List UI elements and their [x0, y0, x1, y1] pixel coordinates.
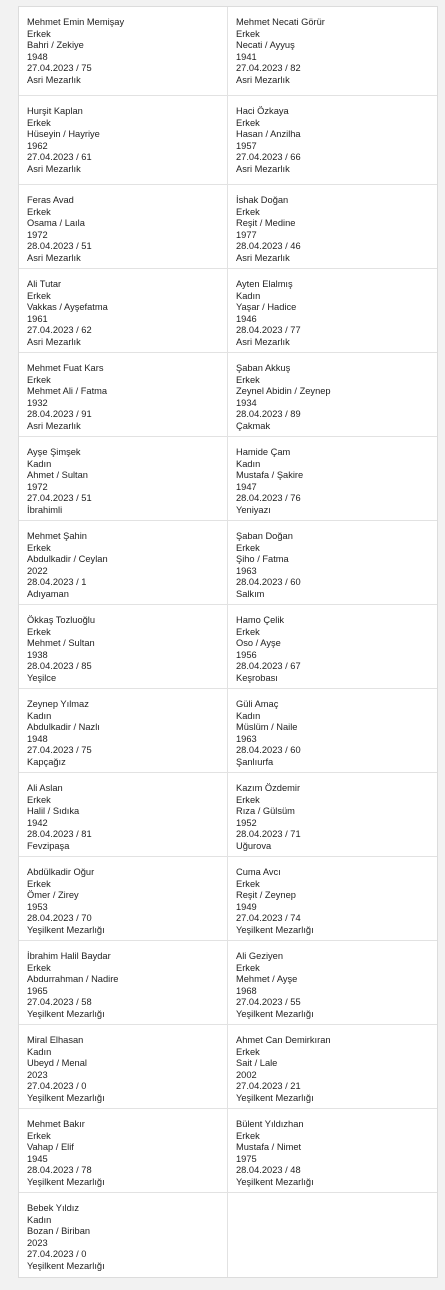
date-age: 28.04.2023 / 60	[236, 745, 301, 755]
burial-place: Yeşilkent Mezarlığı	[27, 1260, 105, 1271]
gender: Erkek	[27, 290, 51, 301]
birth-year: 1953	[27, 901, 48, 912]
burial-place: Salkım	[236, 588, 265, 599]
gender: Erkek	[236, 28, 260, 39]
date-age: 27.04.2023 / 66	[236, 152, 301, 162]
date-age: 28.04.2023 / 60	[236, 577, 301, 587]
gender: Erkek	[27, 962, 51, 973]
gender: Erkek	[27, 878, 51, 889]
date-age: 27.04.2023 / 55	[236, 997, 301, 1007]
parents: Oso / Ayşe	[236, 638, 281, 648]
record-card	[19, 437, 228, 520]
parents: Abdulkadir / Nazlı	[27, 722, 100, 732]
parents: Mehmet / Sultan	[27, 638, 95, 648]
table-row	[19, 605, 437, 689]
gender: Erkek	[27, 1130, 51, 1141]
record-card	[228, 269, 437, 352]
burial-place: Yeşilkent Mezarlığı	[27, 1008, 105, 1019]
record-card	[19, 96, 228, 184]
birth-year: 1965	[27, 985, 48, 996]
person-name: Güli Amaç	[236, 699, 279, 709]
gender: Kadın	[236, 290, 261, 301]
gender: Erkek	[236, 542, 260, 553]
person-name: Ali Aslan	[27, 783, 63, 793]
burial-place: Yeşilkent Mezarlığı	[236, 1008, 314, 1019]
birth-year: 1963	[236, 565, 257, 576]
burial-place: Asri Mezarlık	[27, 163, 81, 174]
parents: Reşit / Medine	[236, 218, 296, 228]
burial-place: Yeşilkent Mezarlığı	[236, 1092, 314, 1103]
birth-year: 1972	[27, 481, 48, 492]
person-name: Mehmet Emin Memişay	[27, 17, 125, 27]
burial-place: Asri Mezarlık	[236, 252, 290, 263]
person-name: Ahmet Can Demirkıran	[236, 1035, 331, 1045]
table-row	[19, 96, 437, 185]
person-name: Ali Geziyen	[236, 951, 284, 961]
gender: Erkek	[236, 1130, 260, 1141]
date-age: 27.04.2023 / 21	[236, 1081, 301, 1091]
parents: Bahri / Zekiye	[27, 40, 84, 50]
date-age: 28.04.2023 / 76	[236, 493, 301, 503]
gender: Erkek	[236, 626, 260, 637]
date-age: 28.04.2023 / 78	[27, 1165, 92, 1175]
record-card	[228, 773, 437, 856]
empty-cell	[228, 1193, 437, 1277]
date-age: 27.04.2023 / 61	[27, 152, 92, 162]
birth-year: 1968	[236, 985, 257, 996]
table-row	[19, 353, 437, 437]
birth-year: 2022	[27, 565, 48, 576]
record-card	[228, 1109, 437, 1192]
record-card	[19, 689, 228, 772]
birth-year: 1956	[236, 649, 257, 660]
parents: Rıza / Gülsüm	[236, 806, 295, 816]
birth-year: 1972	[27, 229, 48, 240]
birth-year: 1975	[236, 1153, 257, 1164]
person-name: Şaban Doğan	[236, 531, 293, 541]
parents: Abdurrahman / Nadire	[27, 974, 119, 984]
date-age: 28.04.2023 / 1	[27, 577, 87, 587]
birth-year: 1962	[27, 140, 48, 151]
record-card	[228, 857, 437, 940]
date-age: 28.04.2023 / 85	[27, 661, 92, 671]
person-name: Mehmet Şahin	[27, 531, 87, 541]
date-age: 27.04.2023 / 0	[27, 1081, 87, 1091]
date-age: 27.04.2023 / 75	[27, 63, 92, 73]
gender: Erkek	[27, 542, 51, 553]
person-name: Ayten Elalmış	[236, 279, 293, 289]
burial-place: Şanlıurfa	[236, 756, 274, 767]
gender: Erkek	[236, 1046, 260, 1057]
person-name: Mehmet Fuat Kars	[27, 363, 104, 373]
date-age: 28.04.2023 / 67	[236, 661, 301, 671]
person-name: Kazım Özdemir	[236, 783, 301, 793]
table-row	[19, 941, 437, 1025]
parents: Abdulkadir / Ceylan	[27, 554, 108, 564]
record-card	[19, 353, 228, 436]
burial-place: Yeniyazı	[236, 504, 271, 515]
date-age: 27.04.2023 / 51	[27, 493, 92, 503]
record-card	[19, 1025, 228, 1108]
birth-year: 1932	[27, 397, 48, 408]
burial-place: Fevzipaşa	[27, 840, 70, 851]
burial-place: Uğurova	[236, 840, 272, 851]
parents: Ahmet / Sultan	[27, 470, 88, 480]
parents: Mehmet Ali / Fatma	[27, 386, 108, 396]
table-row	[19, 1193, 437, 1277]
burial-place: Asri Mezarlık	[236, 336, 290, 347]
birth-year: 1948	[27, 51, 48, 62]
burial-place: Yeşilce	[27, 672, 57, 683]
record-card	[228, 521, 437, 604]
burial-place: Yeşilkent Mezarlığı	[27, 1092, 105, 1103]
birth-year: 1948	[27, 733, 48, 744]
person-name: Feras Avad	[27, 195, 74, 205]
parents: Bozan / Biriban	[27, 1226, 91, 1236]
burial-place: Adıyaman	[27, 588, 69, 599]
person-name: Miral Elhasan	[27, 1035, 84, 1045]
birth-year: 1952	[236, 817, 257, 828]
record-card	[19, 185, 228, 268]
burial-place: Asri Mezarlık	[27, 420, 81, 431]
gender: Kadın	[27, 710, 52, 721]
record-card	[228, 96, 437, 184]
parents: Ömer / Zirey	[27, 890, 79, 900]
gender: Erkek	[27, 117, 51, 128]
person-name: Haci Özkaya	[236, 106, 289, 116]
date-age: 28.04.2023 / 77	[236, 325, 301, 335]
parents: Reşit / Zeynep	[236, 890, 296, 900]
table-row	[19, 521, 437, 605]
record-card	[228, 689, 437, 772]
date-age: 28.04.2023 / 71	[236, 829, 301, 839]
birth-year: 2023	[27, 1069, 48, 1080]
table-row	[19, 689, 437, 773]
burial-place: Yeşilkent Mezarlığı	[236, 1176, 314, 1187]
record-card	[19, 857, 228, 940]
date-age: 27.04.2023 / 58	[27, 997, 92, 1007]
parents: Mustafa / Şakire	[236, 470, 304, 480]
date-age: 27.04.2023 / 62	[27, 325, 92, 335]
burial-place: Kapçağız	[27, 756, 66, 767]
burial-place: Keşrobası	[236, 672, 278, 683]
table-row	[19, 269, 437, 353]
gender: Erkek	[27, 206, 51, 217]
birth-year: 1977	[236, 229, 257, 240]
burial-place: Asri Mezarlık	[27, 74, 81, 85]
date-age: 28.04.2023 / 70	[27, 913, 92, 923]
birth-year: 1947	[236, 481, 257, 492]
burial-place: Çakmak	[236, 420, 271, 431]
table-row	[19, 437, 437, 521]
person-name: Mehmet Bakır	[27, 1119, 85, 1129]
gender: Erkek	[236, 117, 260, 128]
burial-place: Asri Mezarlık	[27, 252, 81, 263]
birth-year: 1938	[27, 649, 48, 660]
person-name: Ayşe Şimşek	[27, 447, 81, 457]
table-row	[19, 1025, 437, 1109]
person-name: Hamide Çam	[236, 447, 291, 457]
record-card	[19, 1109, 228, 1192]
record-card	[19, 269, 228, 352]
birth-year: 1941	[236, 51, 257, 62]
gender: Erkek	[236, 374, 260, 385]
birth-year: 1942	[27, 817, 48, 828]
parents: Necati / Ayyuş	[236, 40, 295, 50]
gender: Kadın	[27, 458, 52, 469]
burial-place: Yeşilkent Mezarlığı	[27, 1176, 105, 1187]
record-card	[228, 7, 437, 95]
parents: Yaşar / Hadice	[236, 302, 297, 312]
record-card	[228, 605, 437, 688]
date-age: 27.04.2023 / 0	[27, 1249, 87, 1259]
birth-year: 1957	[236, 140, 257, 151]
person-name: İbrahim Halil Baydar	[27, 951, 111, 961]
person-name: Ökkaş Tozluoğlu	[27, 615, 96, 625]
parents: Müslüm / Naile	[236, 722, 298, 732]
burial-place: Asri Mezarlık	[236, 163, 290, 174]
parents: Hüseyin / Hayriye	[27, 129, 100, 139]
gender: Kadın	[236, 710, 261, 721]
parents: Mehmet / Ayşe	[236, 974, 298, 984]
person-name: İshak Doğan	[236, 195, 289, 205]
birth-year: 1961	[27, 313, 48, 324]
date-age: 28.04.2023 / 91	[27, 409, 92, 419]
parents: Vakkas / Ayşefatma	[27, 302, 108, 312]
person-name: Cuma Avcı	[236, 867, 281, 877]
birth-year: 1949	[236, 901, 257, 912]
date-age: 27.04.2023 / 75	[27, 745, 92, 755]
date-age: 28.04.2023 / 89	[236, 409, 301, 419]
parents: Vahap / Elif	[27, 1142, 74, 1152]
person-name: Ali Tutar	[27, 279, 62, 289]
person-name: Bülent Yıldızhan	[236, 1119, 304, 1129]
date-age: 27.04.2023 / 74	[236, 913, 301, 923]
records-table	[18, 6, 438, 1278]
record-card	[19, 7, 228, 95]
person-name: Mehmet Necati Görür	[236, 17, 325, 27]
person-name: Şaban Akkuş	[236, 363, 291, 373]
date-age: 28.04.2023 / 46	[236, 241, 301, 251]
parents: Ubeyd / Menal	[27, 1058, 87, 1068]
record-card	[19, 521, 228, 604]
birth-year: 2002	[236, 1069, 257, 1080]
record-card	[19, 605, 228, 688]
person-name: Hamo Çelik	[236, 615, 285, 625]
gender: Erkek	[27, 626, 51, 637]
gender: Kadın	[236, 458, 261, 469]
gender: Erkek	[236, 206, 260, 217]
parents: Sait / Lale	[236, 1058, 278, 1068]
person-name: Bebek Yıldız	[27, 1203, 80, 1213]
date-age: 28.04.2023 / 48	[236, 1165, 301, 1175]
record-card	[228, 941, 437, 1024]
birth-year: 2023	[27, 1237, 48, 1248]
table-row	[19, 773, 437, 857]
record-card	[19, 773, 228, 856]
table-row	[19, 7, 437, 96]
birth-year: 1946	[236, 313, 257, 324]
gender: Erkek	[27, 794, 51, 805]
parents: Şiho / Fatma	[236, 554, 289, 564]
date-age: 28.04.2023 / 81	[27, 829, 92, 839]
gender: Erkek	[27, 374, 51, 385]
date-age: 28.04.2023 / 51	[27, 241, 92, 251]
table-row	[19, 1109, 437, 1193]
date-age: 27.04.2023 / 82	[236, 63, 301, 73]
record-card	[228, 353, 437, 436]
person-name: Zeynep Yılmaz	[27, 699, 89, 709]
parents: Osama / Laıla	[27, 218, 85, 228]
parents: Mustafa / Nimet	[236, 1142, 302, 1152]
record-card	[228, 1025, 437, 1108]
record-card	[19, 941, 228, 1024]
gender: Erkek	[236, 962, 260, 973]
gender: Erkek	[236, 794, 260, 805]
person-name: Hurşit Kaplan	[27, 106, 83, 116]
birth-year: 1945	[27, 1153, 48, 1164]
burial-place: Yeşilkent Mezarlığı	[27, 924, 105, 935]
burial-place: Yeşilkent Mezarlığı	[236, 924, 314, 935]
parents: Zeynel Abidin / Zeynep	[236, 386, 331, 396]
gender: Kadın	[27, 1046, 52, 1057]
gender: Kadın	[27, 1214, 52, 1225]
gender: Erkek	[27, 28, 51, 39]
table-row	[19, 185, 437, 269]
parents: Hasan / Anzilha	[236, 129, 301, 139]
parents: Halil / Sıdıka	[27, 806, 80, 816]
burial-place: Asri Mezarlık	[27, 336, 81, 347]
table-row	[19, 857, 437, 941]
gender: Erkek	[236, 878, 260, 889]
record-card	[228, 185, 437, 268]
record-card	[19, 1193, 228, 1277]
birth-year: 1963	[236, 733, 257, 744]
burial-place: İbrahimli	[27, 504, 63, 515]
record-card	[228, 437, 437, 520]
birth-year: 1934	[236, 397, 257, 408]
burial-place: Asri Mezarlık	[236, 74, 290, 85]
person-name: Abdülkadir Oğur	[27, 867, 95, 877]
